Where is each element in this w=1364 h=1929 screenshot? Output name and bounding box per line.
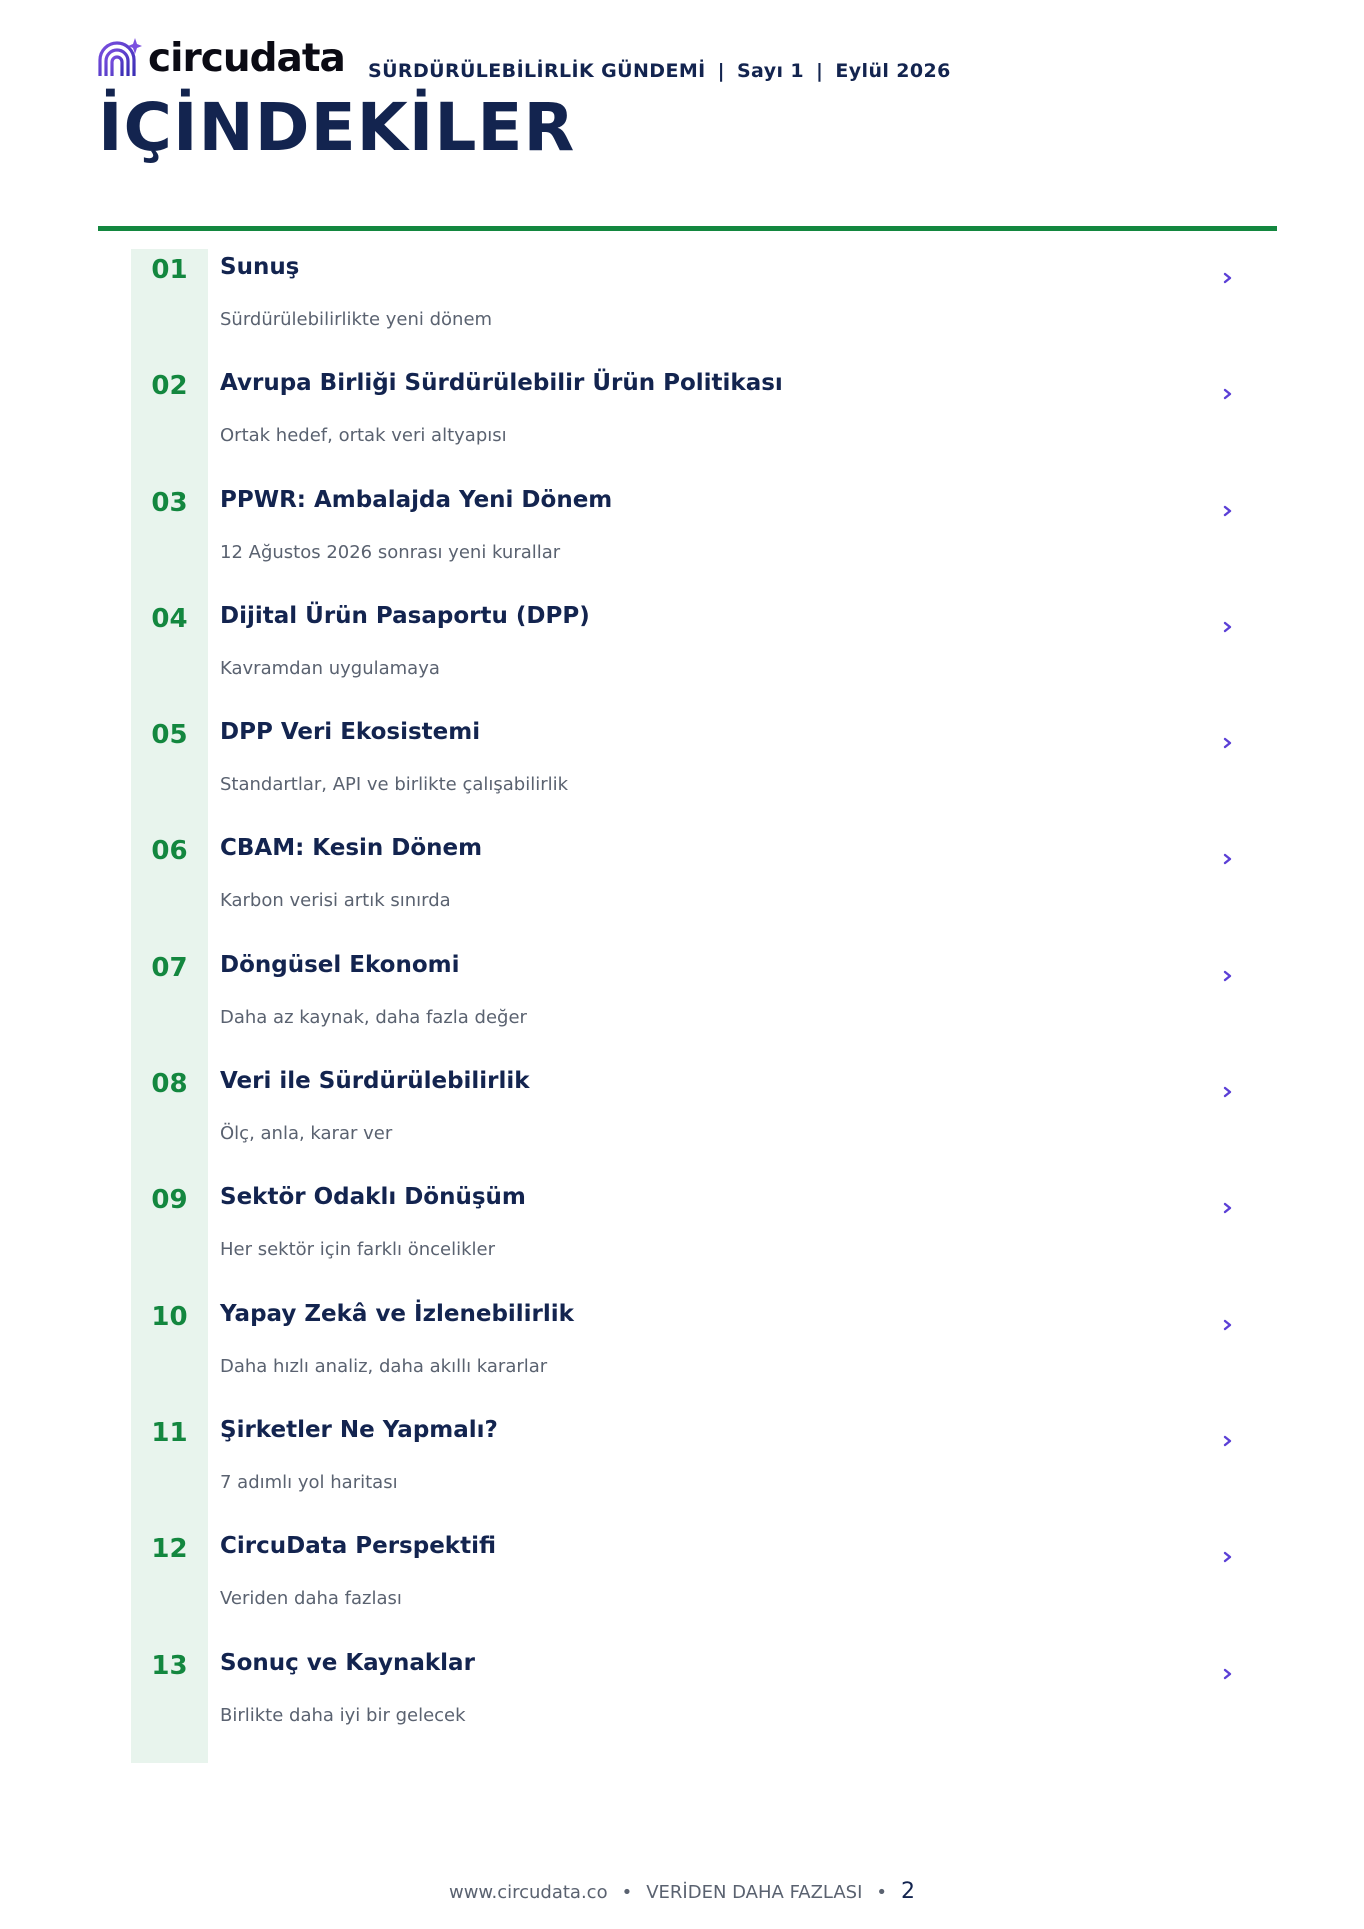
separator: | xyxy=(816,60,824,82)
chevron-right-icon[interactable] xyxy=(1221,850,1235,868)
toc-item-title[interactable]: Avrupa Birliği Sürdürülebilir Ürün Politikası xyxy=(220,370,783,397)
footer-bullet: • xyxy=(621,1882,633,1903)
toc-item-title[interactable]: Şirketler Ne Yapmalı? xyxy=(220,1416,498,1443)
toc-item[interactable] xyxy=(131,365,1241,481)
table-of-contents xyxy=(131,249,1241,1761)
toc-item-subtitle: Sürdürülebilirlikte yeni dönem xyxy=(220,309,493,330)
toc-item-subtitle: Birlikte daha iyi bir gelecek xyxy=(220,1704,466,1726)
toc-item[interactable] xyxy=(131,1296,1241,1412)
brand-name: circudata xyxy=(148,36,345,81)
toc-item-subtitle: Daha az kaynak, daha fazla değer xyxy=(220,1006,527,1028)
toc-item[interactable] xyxy=(131,1412,1241,1528)
publication-name: SÜRDÜRÜLEBİLİRLİK GÜNDEMİ xyxy=(368,60,706,82)
toc-item-title[interactable]: Yapay Zekâ ve İzlenebilirlik xyxy=(220,1300,574,1327)
page-title: İÇİNDEKİLER xyxy=(98,89,576,166)
toc-item-title[interactable]: CBAM: Kesin Dönem xyxy=(220,835,483,862)
toc-item-subtitle: Daha hızlı analiz, daha akıllı kararlar xyxy=(220,1355,548,1377)
toc-item[interactable] xyxy=(131,830,1241,946)
toc-item-number: 03 xyxy=(151,487,188,518)
page-number: 2 xyxy=(901,1879,916,1904)
toc-item-title[interactable]: PPWR: Ambalajda Yeni Dönem xyxy=(220,486,613,513)
toc-item-subtitle: 12 Ağustos 2026 sonrası yeni kurallar xyxy=(220,541,561,563)
footer-url[interactable]: www.circudata.co xyxy=(448,1882,608,1903)
toc-item[interactable] xyxy=(131,482,1241,598)
toc-item-number: 13 xyxy=(151,1650,188,1681)
chevron-right-icon[interactable] xyxy=(1221,967,1235,985)
toc-item[interactable] xyxy=(131,714,1241,830)
toc-item-title[interactable]: Sektör Odaklı Dönüşüm xyxy=(220,1184,526,1211)
separator: | xyxy=(717,60,725,82)
chevron-right-icon[interactable] xyxy=(1221,269,1235,287)
toc-item-number: 10 xyxy=(151,1301,188,1332)
toc-item-subtitle: Ortak hedef, ortak veri altyapısı xyxy=(220,425,507,447)
toc-item[interactable] xyxy=(131,947,1241,1063)
toc-item-number: 06 xyxy=(151,836,188,867)
toc-item-number: 05 xyxy=(151,720,188,751)
chevron-right-icon[interactable] xyxy=(1221,618,1235,636)
toc-item-title[interactable]: Döngüsel Ekonomi xyxy=(220,951,460,978)
toc-item-subtitle: Kavramdan uygulamaya xyxy=(220,657,440,679)
toc-item[interactable] xyxy=(131,1179,1241,1295)
page-header xyxy=(98,36,1266,166)
toc-item-number: 02 xyxy=(151,371,188,402)
toc-item-subtitle: Ölç, anla, karar ver xyxy=(220,1123,393,1145)
toc-item-subtitle: Her sektör için farklı öncelikler xyxy=(220,1239,496,1261)
toc-item-title[interactable]: Sunuş xyxy=(220,254,300,280)
page-footer xyxy=(0,1879,1364,1904)
header-divider xyxy=(98,226,1277,231)
footer-bullet: • xyxy=(876,1882,888,1903)
toc-item-subtitle: Veriden daha fazlası xyxy=(220,1588,402,1610)
chevron-right-icon[interactable] xyxy=(1221,385,1235,403)
toc-item-number: 08 xyxy=(151,1069,188,1100)
toc-item-number: 09 xyxy=(151,1185,188,1216)
footer-tagline: VERİDEN DAHA FAZLASI xyxy=(646,1882,863,1903)
toc-item[interactable] xyxy=(131,1645,1241,1761)
chevron-right-icon[interactable] xyxy=(1221,1316,1235,1334)
toc-item-number: 01 xyxy=(151,255,188,285)
issue-number: Sayı 1 xyxy=(736,60,805,82)
chevron-right-icon[interactable] xyxy=(1221,1548,1235,1566)
toc-item-number: 12 xyxy=(151,1534,188,1565)
toc-item[interactable] xyxy=(131,1063,1241,1179)
toc-item-number: 11 xyxy=(151,1417,188,1448)
chevron-right-icon[interactable] xyxy=(1221,1199,1235,1217)
toc-item-title[interactable]: DPP Veri Ekosistemi xyxy=(220,719,481,746)
toc-item-number: 07 xyxy=(151,952,188,983)
chevron-right-icon[interactable] xyxy=(1221,1665,1235,1683)
brand-logo xyxy=(98,36,345,82)
issue-date: Eylül 2026 xyxy=(835,60,951,82)
toc-item-number: 04 xyxy=(151,603,188,634)
issue-info xyxy=(368,60,951,82)
chevron-right-icon[interactable] xyxy=(1221,1083,1235,1101)
toc-item-title[interactable]: Veri ile Sürdürülebilirlik xyxy=(220,1068,530,1095)
toc-item-title[interactable]: Dijital Ürün Pasaportu (DPP) xyxy=(220,602,590,629)
toc-item[interactable] xyxy=(131,598,1241,714)
toc-item-subtitle: 7 adımlı yol haritası xyxy=(220,1471,398,1493)
fingerprint-logo-icon xyxy=(98,36,142,82)
chevron-right-icon[interactable] xyxy=(1221,734,1235,752)
toc-item[interactable] xyxy=(131,1528,1241,1644)
toc-item-title[interactable]: CircuData Perspektifi xyxy=(220,1533,497,1560)
toc-item-subtitle: Karbon verisi artık sınırda xyxy=(220,890,451,912)
toc-item[interactable] xyxy=(131,249,1241,365)
toc-item-subtitle: Standartlar, API ve birlikte çalışabilirlik xyxy=(220,774,569,796)
toc-item-title[interactable]: Sonuç ve Kaynaklar xyxy=(220,1649,475,1676)
chevron-right-icon[interactable] xyxy=(1221,502,1235,520)
chevron-right-icon[interactable] xyxy=(1221,1432,1235,1450)
